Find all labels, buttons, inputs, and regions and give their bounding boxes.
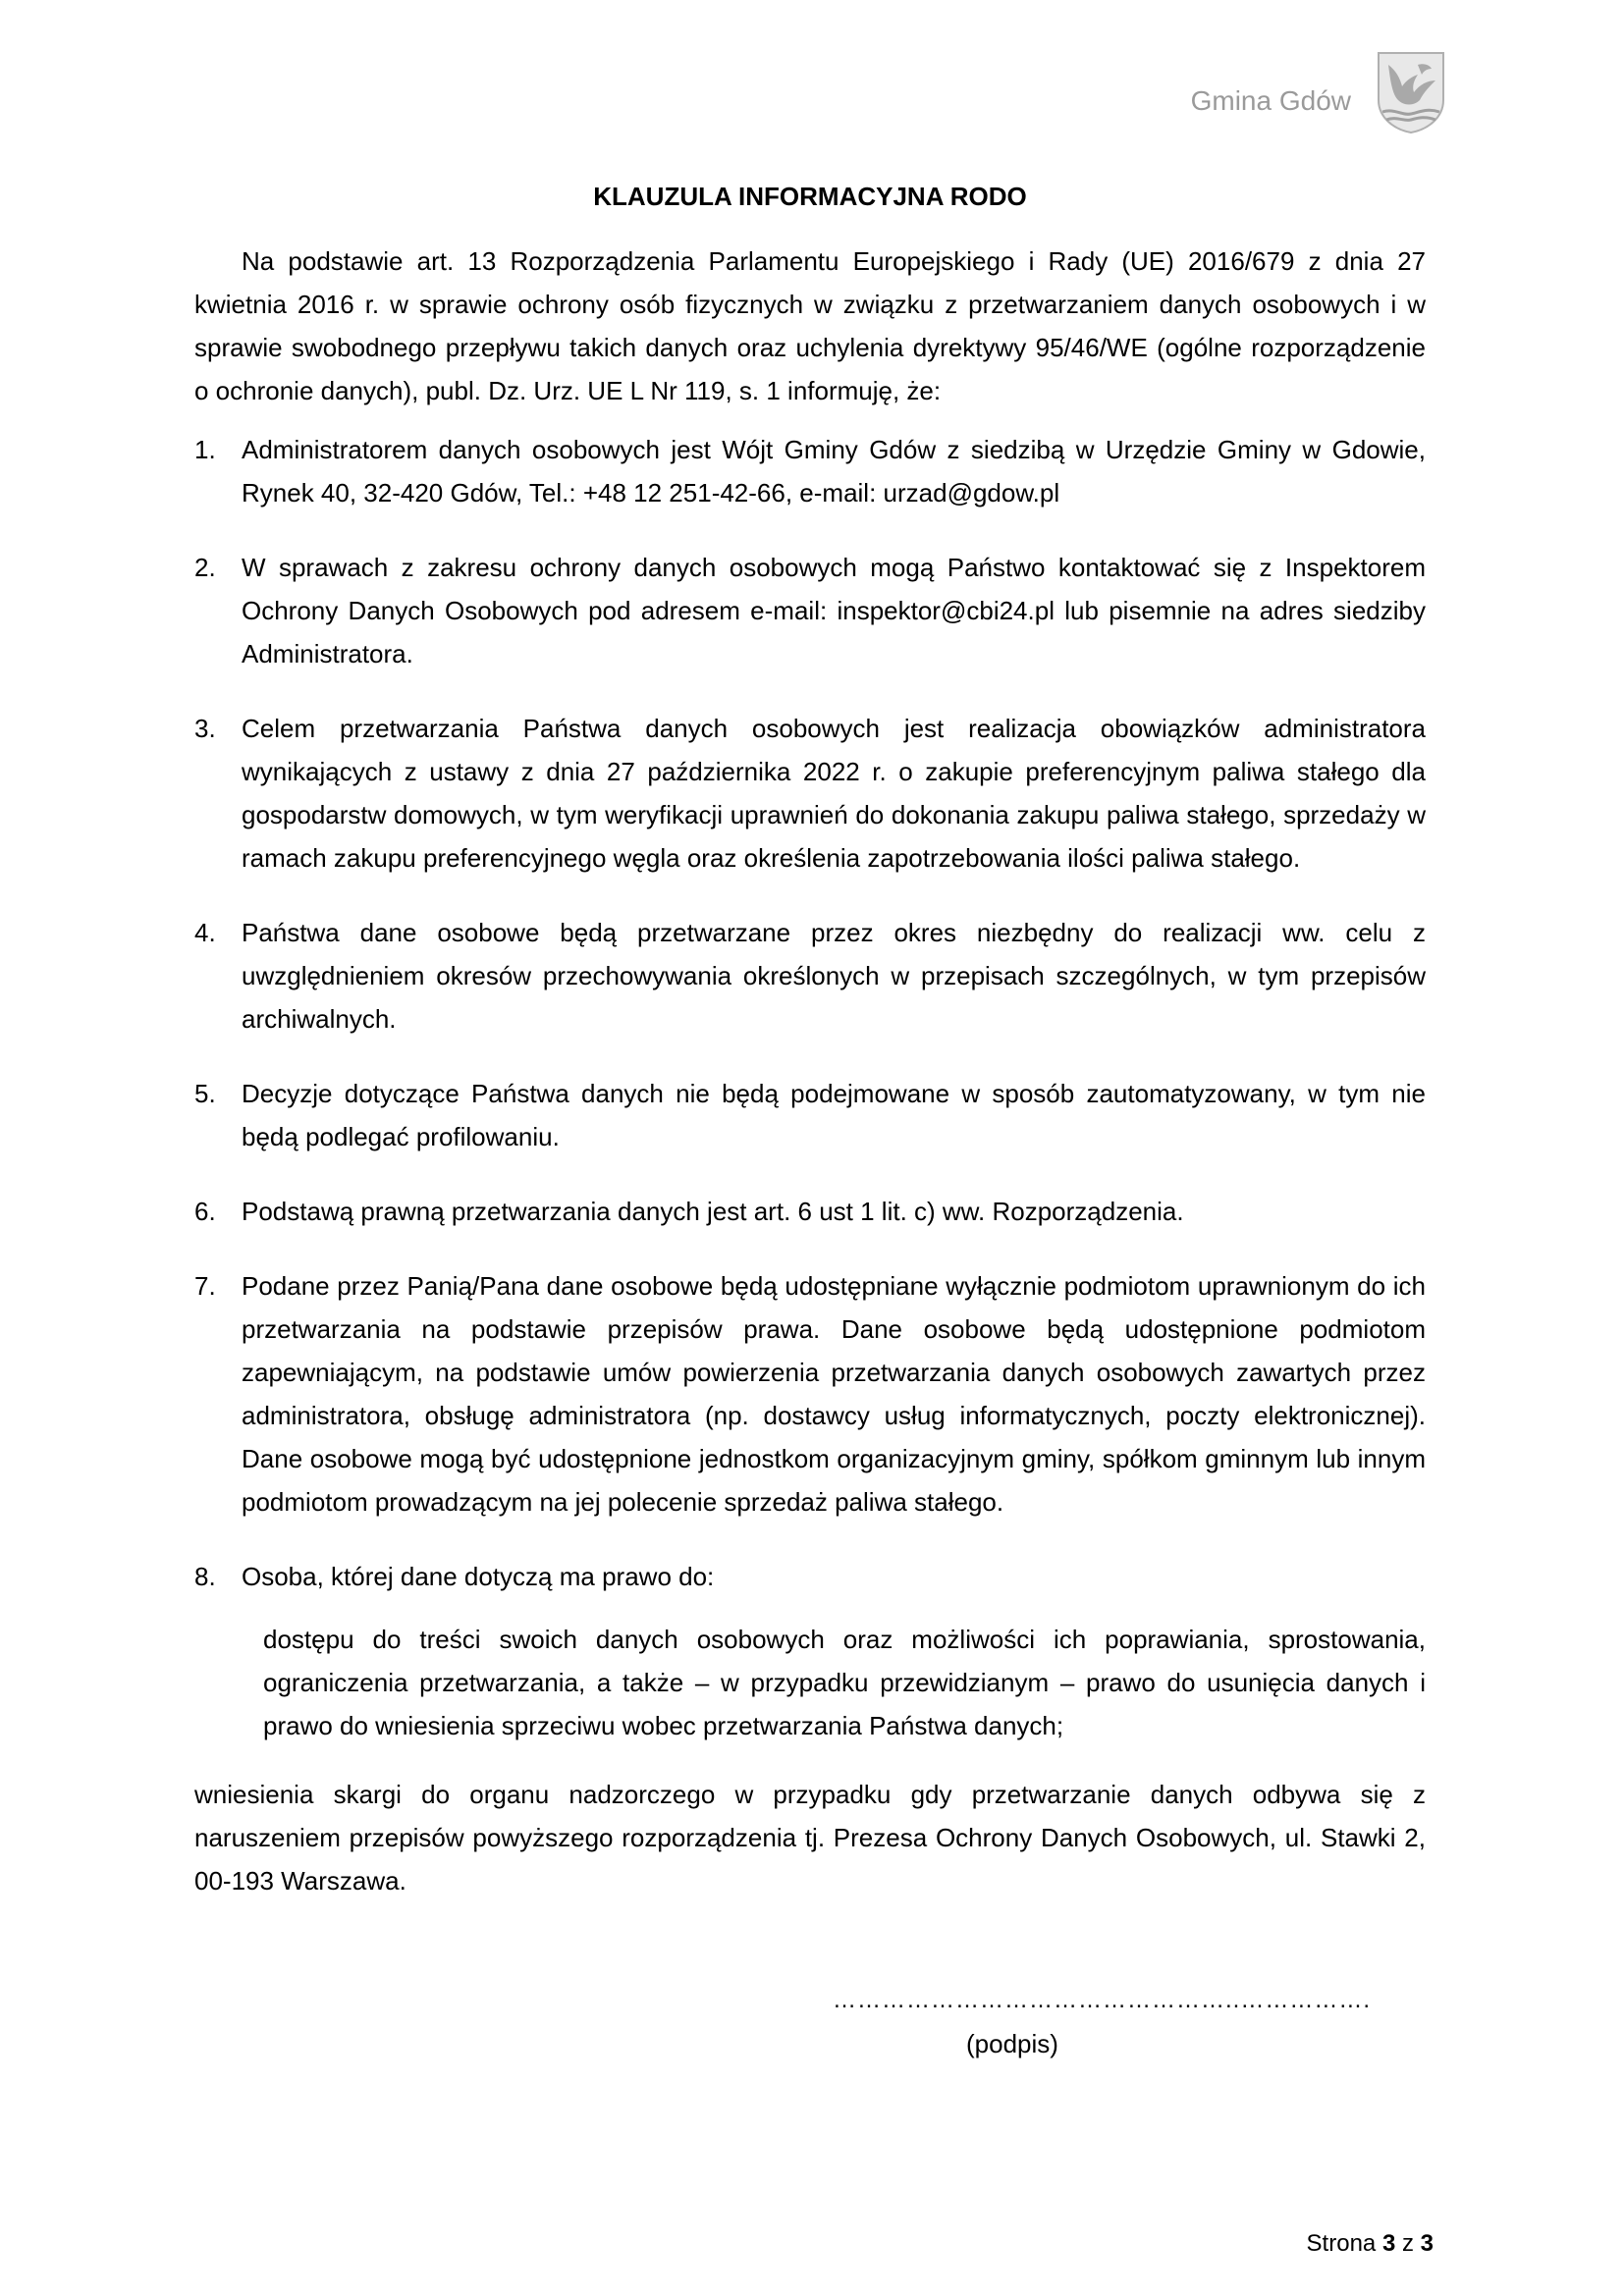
list-item-number: 2. <box>194 553 216 582</box>
list-item-number: 4. <box>194 918 216 947</box>
page-number-footer <box>1307 2230 1434 2258</box>
list-item <box>194 546 1426 675</box>
page-separator: z <box>1395 2230 1421 2257</box>
list-item-number: 3. <box>194 714 216 743</box>
page-total: 3 <box>1420 2230 1434 2257</box>
list-item-text: Podane przez Panią/Pana dane osobowe będą udostępniane wyłącznie podmiotom uprawnionym do ich przetwarzania na podstawie przepisów prawa. Dane osobowe będą udostępnione podmiotom zapewniającym, na podstawie umów powierzenia przetwarzania danych osobowych zawartych przez administratora, obsługę administratora (np. dostawcy usług informatycznych, poczty elektronicznej). Dane osobowe mogą być udostępnione jednostkom organizacyjnym gminy, spółkom gminnym lub innym podmiotom prowadzącym na jej polecenie sprzedaż paliwa stałego. <box>242 1271 1426 1517</box>
list-item-text: Państwa dane osobowe będą przetwarzane przez okres niezbędny do realizacji ww. celu z uwzględnieniem okresów przechowywania określonych w przepisach szczególnych, w tym przepisów archiwalnych. <box>242 918 1426 1034</box>
list-item <box>194 1072 1426 1158</box>
list-item <box>194 1190 1426 1233</box>
list-item-text: Celem przetwarzania Państwa danych osobowych jest realizacja obowiązków administratora wynikających z ustawy z dnia 27 października 2022 r. o zakupie preferencyjnym paliwa stałego dla gospodarstw domowych, w tym weryfikacji uprawnień do dokonania zakupu paliwa stałego, sprzedaży w ramach zakupu preferencyjnego węgla oraz określenia zapotrzebowania ilości paliwa stałego. <box>242 714 1426 873</box>
page-current: 3 <box>1381 2230 1396 2257</box>
clause-list <box>194 428 1426 1618</box>
page-label: Strona <box>1306 2230 1382 2257</box>
list-item <box>194 428 1426 514</box>
organization-name: Gmina Gdów <box>1190 85 1351 116</box>
list-item-text: Osoba, której dane dotyczą ma prawo do: <box>242 1562 715 1591</box>
list-item-number: 5. <box>194 1079 216 1108</box>
signature-caption: (podpis) <box>966 2029 1058 2058</box>
list-item <box>194 1555 1426 1598</box>
list-item-number: 6. <box>194 1197 216 1226</box>
coat-of-arms-icon <box>1375 51 1447 133</box>
list-item-text: W sprawach z zakresu ochrony danych osobowych mogą Państwo kontaktować się z Inspektorem Ochrony Danych Osobowych pod adresem e-mail: inspektor@cbi24.pl lub pisemnie na adres siedziby Administratora. <box>242 553 1426 668</box>
list-item-number: 1. <box>194 435 216 464</box>
signature-line: …………………………………………..……………. <box>833 1987 1372 2013</box>
right-of-access-paragraph: dostępu do treści swoich danych osobowych oraz możliwości ich poprawiania, sprostowania, ograniczenia przetwarzania, a także – w przypadku przewidzianym – prawo do usunięcia danych i prawo do wniesienia sprzeciwu wobec przetwarzania Państwa danych; <box>263 1625 1426 1740</box>
intro-paragraph: Na podstawie art. 13 Rozporządzenia Parlamentu Europejskiego i Rady (UE) 2016/679 z dnia 27 kwietnia 2016 r. w sprawie ochrony osób fizycznych w związku z przetwarzaniem danych osobowych i w sprawie swobodnego przepływu takich danych oraz uchylenia dyrektywy 95/46/WE (ogólne rozporządzenie o ochronie danych), publ. Dz. Urz. UE L Nr 119, s. 1 informuję, że: <box>194 246 1426 405</box>
list-item-text: Podstawą prawną przetwarzania danych jest art. 6 ust 1 lit. c) ww. Rozporządzenia. <box>242 1197 1184 1226</box>
page-header <box>1191 51 1447 133</box>
list-item-text: Decyzje dotyczące Państwa danych nie będą podejmowane w sposób zautomatyzowany, w tym nie będą podlegać profilowaniu. <box>242 1079 1426 1151</box>
list-item <box>194 707 1426 880</box>
list-item <box>194 911 1426 1041</box>
list-item <box>194 1264 1426 1523</box>
complaint-paragraph: wniesienia skargi do organu nadzorczego w przypadku gdy przetwarzanie danych odbywa się z naruszeniem przepisów powyższego rozporządzenia tj. Prezesa Ochrony Danych Osobowych, ul. Stawki 2, 00-193 Warszawa. <box>194 1780 1426 1896</box>
document-title: KLAUZULA INFORMACYJNA RODO <box>593 182 1027 211</box>
list-item-number: 7. <box>194 1271 216 1301</box>
list-item-number: 8. <box>194 1562 216 1591</box>
list-item-text: Administratorem danych osobowych jest Wójt Gminy Gdów z siedzibą w Urzędzie Gminy w Gdowie, Rynek 40, 32-420 Gdów, Tel.: +48 12 251-42-66, e-mail: urzad@gdow.pl <box>242 435 1426 507</box>
